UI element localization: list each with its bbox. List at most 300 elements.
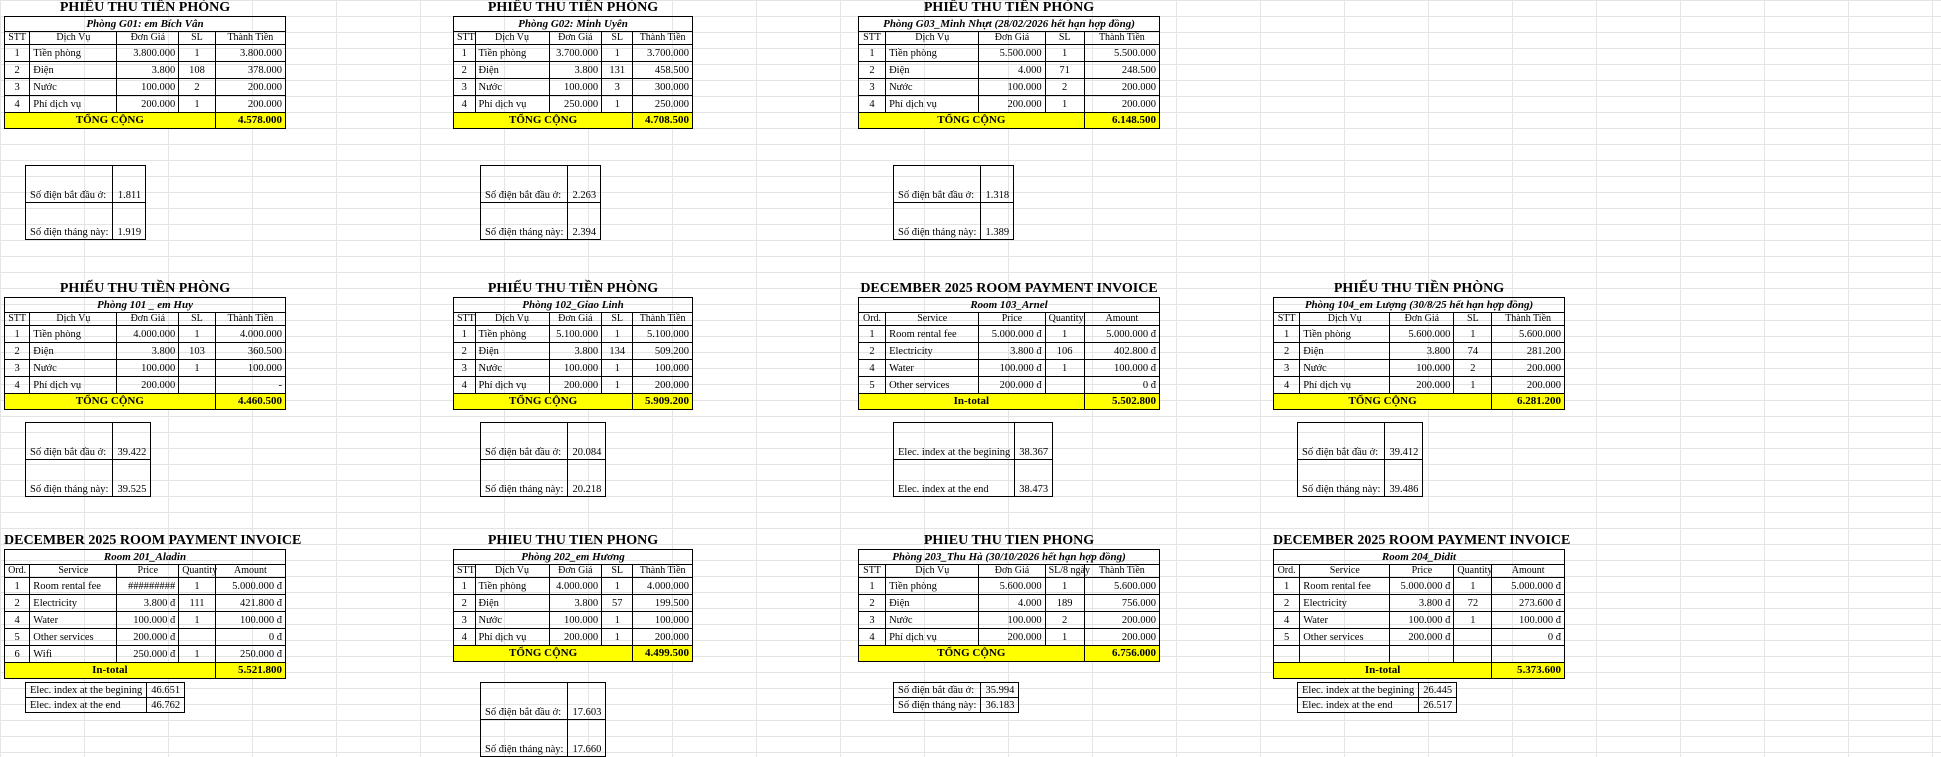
table-row xyxy=(1274,629,1565,646)
table-cell[interactable]: 421.800 đ xyxy=(215,595,285,612)
table-cell[interactable]: 6 xyxy=(5,646,30,663)
table-cell[interactable]: Other services xyxy=(886,377,979,394)
table-cell[interactable]: 1 xyxy=(454,326,476,343)
meter-end-value[interactable]: 1.389 xyxy=(981,203,1014,240)
table-cell[interactable]: 1 xyxy=(1454,326,1492,343)
table-cell[interactable]: 1 xyxy=(602,629,633,646)
table-cell[interactable]: 2 xyxy=(454,343,476,360)
table-cell[interactable]: 3.700.000 xyxy=(633,45,693,62)
table-cell[interactable]: 1 xyxy=(179,578,216,595)
table-cell[interactable]: 100.000 đ xyxy=(215,612,285,629)
table-cell[interactable]: 200.000 đ xyxy=(1390,629,1454,646)
table-cell[interactable]: 0 đ xyxy=(1084,377,1159,394)
table-header-row xyxy=(454,565,693,578)
column-header: Thành Tiền xyxy=(1492,313,1565,326)
table-cell[interactable] xyxy=(179,629,216,646)
table-row xyxy=(859,96,1160,113)
total-label: TỔNG CỘNG xyxy=(5,394,216,410)
meter-start-value[interactable]: 38.367 xyxy=(1015,423,1053,460)
table-cell[interactable]: Nước xyxy=(30,79,117,96)
table-cell[interactable]: 3.800 xyxy=(549,595,602,612)
table-cell[interactable]: 2 xyxy=(1274,595,1300,612)
table-row xyxy=(859,377,1160,394)
table-cell[interactable]: 200.000 đ xyxy=(979,377,1045,394)
table-cell[interactable]: Tiền phòng xyxy=(30,326,117,343)
invoice-table xyxy=(4,564,286,679)
table-cell[interactable]: Phí dịch vụ xyxy=(886,629,979,646)
table-cell[interactable]: 5.000.000 đ xyxy=(1390,578,1454,595)
table-cell[interactable]: 360.500 xyxy=(215,343,285,360)
meter-end-value[interactable]: 26.517 xyxy=(1419,698,1457,713)
table-cell[interactable]: Điện xyxy=(30,343,117,360)
column-header: Price xyxy=(1390,565,1454,578)
table-row xyxy=(5,646,286,663)
table-cell[interactable]: Electricity xyxy=(1300,595,1390,612)
table-cell[interactable]: 1 xyxy=(5,45,30,62)
table-cell[interactable]: 3 xyxy=(859,79,886,96)
table-cell[interactable]: Tiền phòng xyxy=(475,578,549,595)
table-cell[interactable]: 200.000 xyxy=(1084,629,1159,646)
table-cell[interactable]: 4 xyxy=(5,612,30,629)
meter-end-value[interactable]: 39.525 xyxy=(113,460,151,497)
table-cell[interactable]: Nước xyxy=(475,360,549,377)
table-cell[interactable]: 100.000 xyxy=(215,360,285,377)
meter-end-value[interactable]: 38.473 xyxy=(1015,460,1053,497)
table-cell[interactable]: 250.000 đ xyxy=(117,646,179,663)
table-cell[interactable]: 1 xyxy=(179,326,216,343)
table-cell[interactable]: 273.600 đ xyxy=(1492,595,1565,612)
table-cell[interactable]: 1 xyxy=(5,326,30,343)
table-cell[interactable]: 3.800 đ xyxy=(1390,595,1454,612)
table-cell[interactable]: 100.000 đ xyxy=(1084,360,1159,377)
table-cell[interactable]: 1 xyxy=(1274,578,1300,595)
table-cell[interactable]: 1 xyxy=(454,45,476,62)
table-cell[interactable]: 5.000.000 đ xyxy=(979,326,1045,343)
table-cell[interactable]: Phí dịch vụ xyxy=(475,629,549,646)
table-cell[interactable]: 4 xyxy=(5,377,30,394)
table-cell[interactable]: 200.000 xyxy=(1492,360,1565,377)
table-cell[interactable]: 5.500.000 xyxy=(1084,45,1159,62)
table-cell[interactable]: 4.000.000 xyxy=(117,326,179,343)
table-cell[interactable]: 1 xyxy=(1045,326,1084,343)
table-row xyxy=(5,377,286,394)
table-cell[interactable]: 5.100.000 xyxy=(633,326,693,343)
table-cell[interactable]: 1 xyxy=(454,578,476,595)
table-cell[interactable]: Điện xyxy=(886,595,979,612)
table-cell[interactable] xyxy=(1454,629,1492,646)
table-cell[interactable]: 1 xyxy=(1045,578,1084,595)
total-value[interactable]: 4.578.000 xyxy=(215,113,285,129)
total-label: TỔNG CỘNG xyxy=(1274,394,1492,410)
table-cell[interactable]: 1 xyxy=(179,612,216,629)
table-cell[interactable]: 5.600.000 xyxy=(1492,326,1565,343)
table-cell[interactable]: Water xyxy=(1300,612,1390,629)
table-cell[interactable]: 100.000 xyxy=(117,79,179,96)
table-cell[interactable]: 3 xyxy=(859,612,886,629)
total-row xyxy=(5,394,286,410)
total-label: TỔNG CỘNG xyxy=(859,646,1085,662)
table-cell[interactable]: Nước xyxy=(475,79,549,96)
table-cell[interactable]: 3.800 xyxy=(549,62,602,79)
meter-end-value[interactable]: 39.486 xyxy=(1385,460,1423,497)
table-cell[interactable]: Nước xyxy=(30,360,117,377)
table-cell[interactable]: 100.000 xyxy=(549,360,602,377)
table-cell[interactable]: 200.000 xyxy=(979,96,1045,113)
total-value[interactable]: 5.502.800 xyxy=(1084,394,1159,410)
table-cell[interactable]: 100.000 xyxy=(633,612,693,629)
table-cell[interactable]: 3 xyxy=(454,360,476,377)
table-cell[interactable]: Điện xyxy=(475,62,549,79)
meter-reading xyxy=(1297,422,1423,497)
table-cell[interactable]: Room rental fee xyxy=(886,326,979,343)
table-cell[interactable]: 1 xyxy=(179,96,216,113)
table-cell[interactable]: 3 xyxy=(1274,360,1300,377)
table-cell[interactable]: 103 xyxy=(179,343,216,360)
table-cell[interactable] xyxy=(1492,646,1565,663)
table-cell[interactable]: 189 xyxy=(1045,595,1084,612)
table-row xyxy=(5,629,286,646)
table-cell[interactable]: 131 xyxy=(602,62,633,79)
table-cell[interactable]: 4 xyxy=(454,629,476,646)
meter-end-label: Số điện tháng này: xyxy=(894,698,981,713)
table-cell[interactable]: 1 xyxy=(1045,96,1084,113)
table-cell[interactable]: 3.800.000 xyxy=(117,45,179,62)
column-header: Quantity xyxy=(179,565,216,578)
table-cell[interactable]: 100.000 xyxy=(633,360,693,377)
table-cell[interactable]: 200.000 xyxy=(117,377,179,394)
total-value[interactable]: 4.460.500 xyxy=(215,394,285,410)
table-cell[interactable]: 74 xyxy=(1454,343,1492,360)
table-cell[interactable]: 250.000 xyxy=(633,96,693,113)
table-cell[interactable]: 100.000 đ xyxy=(1492,612,1565,629)
table-cell[interactable]: 3 xyxy=(454,612,476,629)
invoice-g01 xyxy=(4,0,286,129)
table-cell[interactable]: Room rental fee xyxy=(1300,578,1390,595)
table-cell[interactable]: 250.000 xyxy=(549,96,602,113)
room-name: Phòng 202_em Hương xyxy=(453,549,693,564)
meter-end-label: Số điện tháng này: xyxy=(481,203,568,240)
table-cell[interactable]: Tiền phòng xyxy=(886,45,979,62)
table-cell[interactable]: 3.800 đ xyxy=(117,595,179,612)
table-row xyxy=(859,326,1160,343)
table-cell[interactable]: 1 xyxy=(179,360,216,377)
table-cell[interactable]: 2 xyxy=(1045,79,1084,96)
table-cell[interactable]: 3 xyxy=(5,360,30,377)
table-cell[interactable]: 57 xyxy=(602,595,633,612)
table-cell[interactable]: 1 xyxy=(1045,45,1084,62)
meter-start-value[interactable]: 39.412 xyxy=(1385,423,1423,460)
table-cell[interactable]: 756.000 xyxy=(1084,595,1159,612)
meter-end-value[interactable]: 1.919 xyxy=(113,203,146,240)
table-cell[interactable]: 199.500 xyxy=(633,595,693,612)
meter-end-value[interactable]: 2.394 xyxy=(568,203,601,240)
table-cell[interactable]: 108 xyxy=(179,62,216,79)
table-cell[interactable]: 5.100.000 xyxy=(549,326,602,343)
table-cell[interactable]: 4 xyxy=(859,629,886,646)
table-cell[interactable]: 4.000 xyxy=(979,62,1045,79)
table-cell[interactable]: 1 xyxy=(1454,578,1492,595)
column-header: Thành Tiền xyxy=(633,565,693,578)
table-cell[interactable]: 1 xyxy=(1274,326,1300,343)
table-cell[interactable]: 200.000 xyxy=(1084,79,1159,96)
meter-start-value[interactable]: 2.263 xyxy=(568,166,601,203)
table-cell[interactable]: 1 xyxy=(1454,612,1492,629)
table-cell[interactable]: 200.000 xyxy=(633,629,693,646)
table-cell[interactable]: 2 xyxy=(5,62,30,79)
table-cell[interactable]: 134 xyxy=(602,343,633,360)
table-cell[interactable]: 5.500.000 xyxy=(979,45,1045,62)
invoice-r203 xyxy=(858,533,1160,662)
table-cell[interactable]: Tiền phòng xyxy=(475,45,549,62)
table-cell[interactable]: - xyxy=(215,377,285,394)
table-cell[interactable]: 1 xyxy=(179,45,216,62)
total-value[interactable]: 4.708.500 xyxy=(633,113,693,129)
table-cell[interactable]: 5 xyxy=(859,377,886,394)
table-cell[interactable]: 402.800 đ xyxy=(1084,343,1159,360)
table-cell[interactable]: 111 xyxy=(179,595,216,612)
table-cell[interactable]: 200.000 xyxy=(215,79,285,96)
table-cell[interactable]: 200.000 xyxy=(549,377,602,394)
table-cell[interactable]: Electricity xyxy=(886,343,979,360)
meter-start-value[interactable]: 35.994 xyxy=(981,683,1019,698)
table-cell[interactable]: 378.000 xyxy=(215,62,285,79)
table-row xyxy=(454,360,693,377)
table-cell[interactable]: 1 xyxy=(859,578,886,595)
table-cell[interactable]: 2 xyxy=(859,595,886,612)
meter-end-value[interactable]: 46.762 xyxy=(147,698,185,713)
table-cell[interactable] xyxy=(1274,646,1300,663)
table-cell[interactable]: 4.000 xyxy=(979,595,1045,612)
table-cell[interactable]: 200.000 xyxy=(1492,377,1565,394)
table-cell[interactable]: 100.000 xyxy=(1390,360,1454,377)
table-cell[interactable]: 100.000 xyxy=(979,612,1045,629)
table-cell[interactable]: 1 xyxy=(1045,629,1084,646)
table-cell[interactable]: Điện xyxy=(1300,343,1390,360)
total-value[interactable]: 6.756.000 xyxy=(1084,646,1159,662)
table-cell[interactable]: 0 đ xyxy=(215,629,285,646)
table-cell[interactable] xyxy=(179,377,216,394)
table-cell[interactable]: 106 xyxy=(1045,343,1084,360)
meter-start-value[interactable]: 1.318 xyxy=(981,166,1014,203)
table-cell[interactable]: 4 xyxy=(454,377,476,394)
column-header: STT xyxy=(859,565,886,578)
table-cell[interactable]: Tiền phòng xyxy=(30,45,117,62)
column-header: STT xyxy=(859,32,886,45)
table-cell[interactable]: 4 xyxy=(5,96,30,113)
table-cell[interactable]: 200.000 xyxy=(215,96,285,113)
table-cell[interactable]: 4.000.000 xyxy=(215,326,285,343)
table-cell[interactable]: 100.000 xyxy=(549,79,602,96)
table-cell[interactable]: 5 xyxy=(1274,629,1300,646)
table-cell[interactable]: Tiền phòng xyxy=(1300,326,1390,343)
table-cell[interactable]: 509.200 xyxy=(633,343,693,360)
table-cell[interactable]: 4.000.000 xyxy=(549,578,602,595)
table-cell[interactable]: 1 xyxy=(602,360,633,377)
table-cell[interactable]: 2 xyxy=(5,343,30,360)
table-cell[interactable]: 3.800 đ xyxy=(979,343,1045,360)
table-cell[interactable]: 200.000 xyxy=(1084,612,1159,629)
table-cell[interactable]: Phí dịch vụ xyxy=(475,96,549,113)
meter-reading xyxy=(1297,682,1457,713)
table-cell[interactable]: 100.000 xyxy=(979,79,1045,96)
table-cell[interactable]: 1 xyxy=(602,578,633,595)
table-cell[interactable] xyxy=(1300,646,1390,663)
table-cell[interactable] xyxy=(1390,646,1454,663)
table-cell[interactable]: 458.500 xyxy=(633,62,693,79)
table-cell[interactable]: 2 xyxy=(1454,360,1492,377)
total-value[interactable]: 6.148.500 xyxy=(1084,113,1159,129)
table-cell[interactable]: 200.000 xyxy=(549,629,602,646)
table-cell[interactable]: 281.200 xyxy=(1492,343,1565,360)
table-cell[interactable]: 1 xyxy=(179,646,216,663)
table-row xyxy=(5,326,286,343)
table-cell[interactable]: 2 xyxy=(179,79,216,96)
table-cell[interactable]: 5.000.000 đ xyxy=(1492,578,1565,595)
table-cell[interactable]: Phí dịch vụ xyxy=(886,96,979,113)
table-cell[interactable]: 100.000 đ xyxy=(1390,612,1454,629)
meter-end-value[interactable]: 20.218 xyxy=(568,460,606,497)
table-cell[interactable]: Wifi xyxy=(30,646,117,663)
table-cell[interactable]: 100.000 đ xyxy=(117,612,179,629)
table-cell[interactable]: 0 đ xyxy=(1492,629,1565,646)
table-cell[interactable]: 4 xyxy=(859,360,886,377)
table-cell[interactable]: 200.000 xyxy=(979,629,1045,646)
total-value[interactable]: 5.521.800 xyxy=(215,663,285,679)
table-cell[interactable]: 71 xyxy=(1045,62,1084,79)
table-cell[interactable]: 5.600.000 xyxy=(1390,326,1454,343)
meter-end-row xyxy=(481,460,606,497)
table-cell[interactable]: Điện xyxy=(475,595,549,612)
table-cell[interactable]: Other services xyxy=(30,629,117,646)
table-cell[interactable]: 3.800 xyxy=(1390,343,1454,360)
table-cell[interactable]: Room rental fee xyxy=(30,578,117,595)
table-cell[interactable]: 2 xyxy=(859,62,886,79)
table-cell[interactable]: 1 xyxy=(602,377,633,394)
meter-end-row xyxy=(894,203,1014,240)
table-cell[interactable]: 248.500 xyxy=(1084,62,1159,79)
table-cell[interactable]: 2 xyxy=(5,595,30,612)
total-value[interactable]: 4.499.500 xyxy=(633,646,693,662)
table-cell[interactable]: 1 xyxy=(859,326,886,343)
table-cell[interactable]: 72 xyxy=(1454,595,1492,612)
table-cell[interactable]: 100.000 xyxy=(549,612,602,629)
table-cell[interactable]: Nước xyxy=(886,612,979,629)
table-cell[interactable]: Phí dịch vụ xyxy=(1300,377,1390,394)
meter-end-row xyxy=(894,460,1053,497)
total-label: TỔNG CỘNG xyxy=(5,113,216,129)
column-header: Dịch Vụ xyxy=(30,32,117,45)
table-cell[interactable]: Điện xyxy=(30,62,117,79)
table-cell[interactable]: 4 xyxy=(859,96,886,113)
table-cell[interactable]: Tiền phòng xyxy=(886,578,979,595)
table-cell[interactable]: 3 xyxy=(5,79,30,96)
meter-end-value[interactable]: 36.183 xyxy=(981,698,1019,713)
meter-end-value[interactable]: 17.660 xyxy=(568,720,606,757)
table-cell[interactable]: 1 xyxy=(1045,360,1084,377)
table-cell[interactable]: 1 xyxy=(5,578,30,595)
table-cell[interactable]: 100.000 đ xyxy=(979,360,1045,377)
invoice-table xyxy=(4,312,286,410)
table-cell[interactable]: Phí dịch vụ xyxy=(475,377,549,394)
table-cell[interactable]: 4 xyxy=(1274,612,1300,629)
table-cell[interactable]: Water xyxy=(886,360,979,377)
table-cell[interactable]: Water xyxy=(30,612,117,629)
table-cell[interactable]: Electricity xyxy=(30,595,117,612)
table-cell[interactable]: Other services xyxy=(1300,629,1390,646)
table-cell[interactable]: Điện xyxy=(886,62,979,79)
total-value[interactable]: 6.281.200 xyxy=(1492,394,1565,410)
table-cell[interactable]: 2 xyxy=(1045,612,1084,629)
meter-start-value[interactable]: 26.445 xyxy=(1419,683,1457,698)
table-cell[interactable]: 4.000.000 xyxy=(633,578,693,595)
table-cell[interactable]: 200.000 đ xyxy=(117,629,179,646)
table-cell[interactable]: 200.000 xyxy=(1390,377,1454,394)
meter-start-label: Số điện bắt đầu ở: xyxy=(894,683,981,698)
table-cell[interactable]: 3.800 xyxy=(549,343,602,360)
meter-end-label: Elec. index at the end xyxy=(26,698,147,713)
table-cell[interactable]: 200.000 xyxy=(1084,96,1159,113)
table-cell[interactable]: 1 xyxy=(859,45,886,62)
table-cell[interactable]: 3.800 xyxy=(117,343,179,360)
table-cell[interactable]: 3.700.000 xyxy=(549,45,602,62)
table-cell[interactable]: 2 xyxy=(1274,343,1300,360)
table-cell[interactable]: 2 xyxy=(454,62,476,79)
table-cell[interactable]: 100.000 xyxy=(117,360,179,377)
table-cell[interactable]: 250.000 đ xyxy=(215,646,285,663)
table-cell[interactable]: Nước xyxy=(886,79,979,96)
table-cell[interactable]: 5.600.000 xyxy=(979,578,1045,595)
table-cell[interactable]: 1 xyxy=(602,45,633,62)
table-cell[interactable]: 5 xyxy=(5,629,30,646)
table-cell[interactable]: 4 xyxy=(454,96,476,113)
table-cell[interactable]: 200.000 xyxy=(633,377,693,394)
table-cell[interactable]: Điện xyxy=(475,343,549,360)
table-cell[interactable]: 5.000.000 đ xyxy=(1084,326,1159,343)
meter-start-value[interactable]: 39.422 xyxy=(113,423,151,460)
meter-start-value[interactable]: 17.603 xyxy=(568,683,606,720)
table-cell[interactable]: 5.600.000 xyxy=(1084,578,1159,595)
table-cell[interactable]: 200.000 xyxy=(117,96,179,113)
table-cell[interactable]: 4 xyxy=(1274,377,1300,394)
table-cell[interactable]: 3 xyxy=(602,79,633,96)
table-cell[interactable]: 1 xyxy=(602,96,633,113)
table-cell[interactable]: Tiền phòng xyxy=(475,326,549,343)
table-cell[interactable]: Nước xyxy=(475,612,549,629)
table-cell[interactable]: 2 xyxy=(454,595,476,612)
table-cell[interactable]: 3.800.000 xyxy=(215,45,285,62)
table-cell[interactable]: Phí dịch vụ xyxy=(30,96,117,113)
total-value[interactable]: 5.909.200 xyxy=(633,394,693,410)
table-row xyxy=(859,45,1160,62)
table-cell[interactable]: 3 xyxy=(454,79,476,96)
table-cell[interactable]: 300.000 xyxy=(633,79,693,96)
table-cell[interactable]: 1 xyxy=(1454,377,1492,394)
meter-start-value[interactable]: 1.811 xyxy=(113,166,146,203)
table-cell[interactable] xyxy=(1454,646,1492,663)
table-cell[interactable]: ######### xyxy=(117,578,179,595)
table-cell[interactable]: 2 xyxy=(859,343,886,360)
meter-start-value[interactable]: 20.084 xyxy=(568,423,606,460)
meter-start-value[interactable]: 46.651 xyxy=(147,683,185,698)
table-cell[interactable]: 1 xyxy=(602,612,633,629)
table-cell[interactable]: 3.800 xyxy=(117,62,179,79)
table-cell[interactable]: Phí dịch vụ xyxy=(30,377,117,394)
table-cell[interactable]: 5.000.000 đ xyxy=(215,578,285,595)
table-cell[interactable]: 1 xyxy=(602,326,633,343)
total-value[interactable]: 5.373.600 xyxy=(1492,663,1565,679)
table-cell[interactable] xyxy=(1045,377,1084,394)
table-cell[interactable]: Nước xyxy=(1300,360,1390,377)
